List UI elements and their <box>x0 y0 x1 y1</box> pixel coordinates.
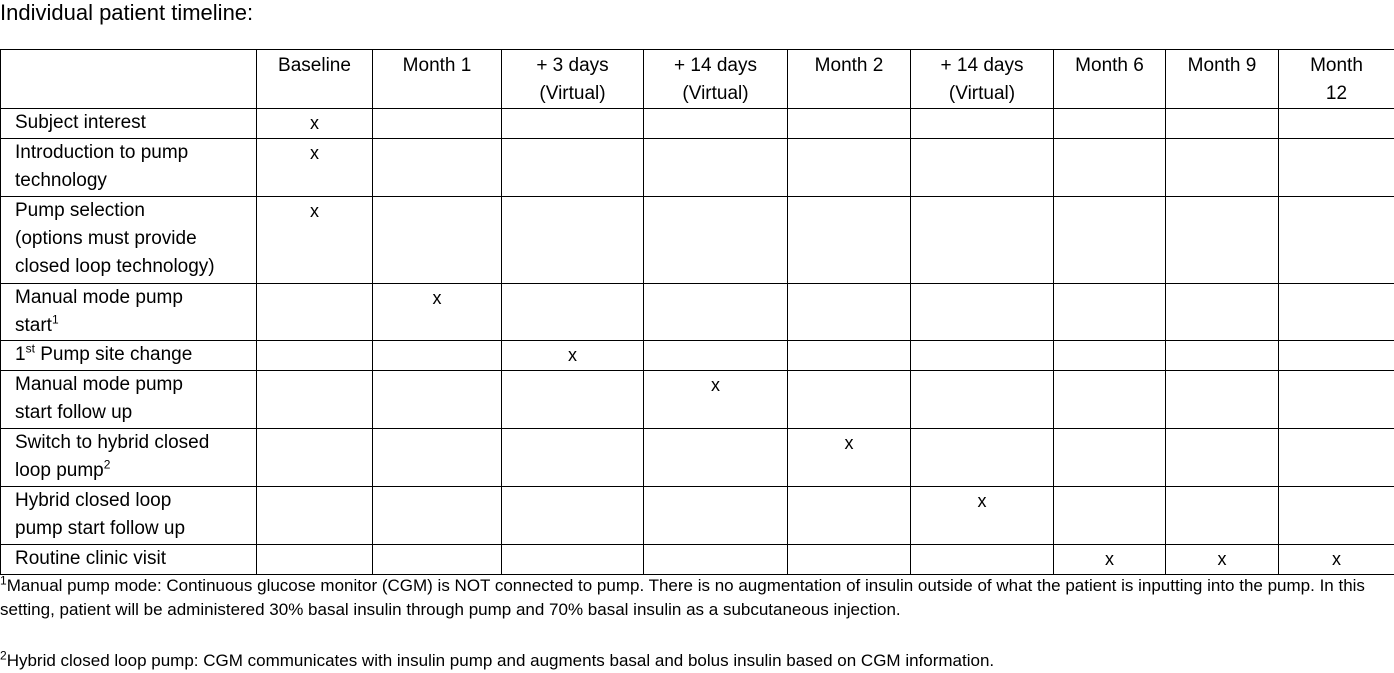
empty-cell <box>1166 371 1279 429</box>
mark-cell <box>788 429 911 487</box>
empty-cell <box>502 487 644 545</box>
mark-cell <box>1054 545 1166 575</box>
empty-cell <box>1054 139 1166 197</box>
visit-mark: x <box>310 143 319 163</box>
empty-cell <box>1279 487 1394 545</box>
empty-cell <box>911 284 1054 341</box>
empty-cell <box>1054 341 1166 371</box>
empty-cell <box>257 545 373 575</box>
empty-cell <box>644 545 788 575</box>
empty-cell <box>788 197 911 284</box>
empty-cell <box>1054 109 1166 139</box>
column-header: Month 2 <box>788 50 911 109</box>
empty-cell <box>1279 429 1394 487</box>
mark-cell <box>911 487 1054 545</box>
page-title: Individual patient timeline: <box>0 0 253 26</box>
column-header: Month 6 <box>1054 50 1166 109</box>
empty-cell <box>257 429 373 487</box>
empty-cell <box>502 371 644 429</box>
empty-cell <box>1166 429 1279 487</box>
mark-cell <box>1166 545 1279 575</box>
visit-mark: x <box>845 433 854 453</box>
mark-cell <box>1279 545 1394 575</box>
footnote-number: 2 <box>0 648 7 662</box>
table-row <box>1 139 1394 197</box>
row-label: Manual mode pump start$^1$ <box>1 284 257 341</box>
empty-cell <box>788 371 911 429</box>
mark-cell <box>257 197 373 284</box>
table-row <box>1 429 1394 487</box>
empty-cell <box>373 487 502 545</box>
row-label: Introduction to pump technology <box>1 139 257 197</box>
table-row <box>1 341 1394 371</box>
column-header: + 14 days (Virtual) <box>911 50 1054 109</box>
empty-cell <box>373 341 502 371</box>
row-label: Pump selection (options must provide closed loop technology) <box>1 197 257 284</box>
empty-cell <box>788 139 911 197</box>
empty-cell <box>1166 109 1279 139</box>
column-header: Month 9 <box>1166 50 1279 109</box>
empty-cell <box>644 197 788 284</box>
mark-cell <box>257 109 373 139</box>
empty-cell <box>911 139 1054 197</box>
footnote-number: 1 <box>0 573 7 587</box>
empty-cell <box>911 109 1054 139</box>
empty-cell <box>1054 429 1166 487</box>
empty-cell <box>502 109 644 139</box>
visit-mark: x <box>1105 549 1114 569</box>
empty-cell <box>644 487 788 545</box>
header-row <box>1 50 1394 109</box>
visit-mark: x <box>1332 549 1341 569</box>
table-row <box>1 284 1394 341</box>
table-row <box>1 109 1394 139</box>
empty-cell <box>1054 284 1166 341</box>
table-row <box>1 371 1394 429</box>
empty-cell <box>911 197 1054 284</box>
empty-cell <box>644 429 788 487</box>
empty-cell <box>1054 487 1166 545</box>
empty-cell <box>1279 371 1394 429</box>
empty-cell <box>788 545 911 575</box>
empty-cell <box>373 545 502 575</box>
visit-mark: x <box>310 113 319 133</box>
empty-cell <box>373 197 502 284</box>
empty-cell <box>1166 284 1279 341</box>
footnote-ref: 2 <box>104 458 111 472</box>
visit-mark: x <box>711 375 720 395</box>
empty-cell <box>788 341 911 371</box>
empty-cell <box>373 429 502 487</box>
column-header: Month 1 <box>373 50 502 109</box>
empty-cell <box>257 284 373 341</box>
row-label: Switch to hybrid closed loop pump$^2$ <box>1 429 257 487</box>
column-header: Month 12 <box>1279 50 1394 109</box>
empty-cell <box>788 284 911 341</box>
empty-cell <box>1166 487 1279 545</box>
empty-cell <box>1279 139 1394 197</box>
empty-cell <box>502 284 644 341</box>
footnote-text: Hybrid closed loop pump: CGM communicates with insulin pump and augments basal and bolus insulin based on CGM information. <box>7 651 994 670</box>
empty-cell <box>373 109 502 139</box>
empty-cell <box>644 139 788 197</box>
mark-cell <box>644 371 788 429</box>
empty-cell <box>257 371 373 429</box>
empty-cell <box>788 487 911 545</box>
visit-mark: x <box>1218 549 1227 569</box>
row-label: Routine clinic visit <box>1 545 257 575</box>
empty-cell <box>1279 341 1394 371</box>
mark-cell <box>502 341 644 371</box>
mark-cell <box>257 139 373 197</box>
table-row <box>1 545 1394 575</box>
empty-cell <box>1279 284 1394 341</box>
empty-cell <box>1054 197 1166 284</box>
header-corner-cell <box>1 50 257 109</box>
empty-cell <box>911 429 1054 487</box>
column-header: Baseline <box>257 50 373 109</box>
empty-cell <box>1279 197 1394 284</box>
empty-cell <box>502 429 644 487</box>
row-label: 1st Pump site change <box>1 341 257 371</box>
empty-cell <box>1166 139 1279 197</box>
empty-cell <box>1166 197 1279 284</box>
footnote-2 <box>0 649 1394 673</box>
empty-cell <box>644 109 788 139</box>
visit-mark: x <box>310 201 319 221</box>
mark-cell <box>373 284 502 341</box>
empty-cell <box>373 371 502 429</box>
column-header: + 3 days (Virtual) <box>502 50 644 109</box>
column-header: + 14 days (Virtual) <box>644 50 788 109</box>
empty-cell <box>644 341 788 371</box>
visit-mark: x <box>978 491 987 511</box>
empty-cell <box>502 197 644 284</box>
empty-cell <box>644 284 788 341</box>
empty-cell <box>502 139 644 197</box>
table-row <box>1 487 1394 545</box>
visit-mark: x <box>568 345 577 365</box>
empty-cell <box>502 545 644 575</box>
row-label: Hybrid closed loop pump start follow up <box>1 487 257 545</box>
empty-cell <box>1054 371 1166 429</box>
row-label: Subject interest <box>1 109 257 139</box>
row-label: Manual mode pump start follow up <box>1 371 257 429</box>
empty-cell <box>911 371 1054 429</box>
empty-cell <box>788 109 911 139</box>
footnote-ref: 1 <box>52 313 59 327</box>
empty-cell <box>911 545 1054 575</box>
empty-cell <box>257 487 373 545</box>
empty-cell <box>257 341 373 371</box>
footnote-1 <box>0 574 1394 622</box>
empty-cell <box>1279 109 1394 139</box>
patient-timeline-table <box>0 49 1394 575</box>
empty-cell <box>911 341 1054 371</box>
table-row <box>1 197 1394 284</box>
empty-cell <box>373 139 502 197</box>
footnote-text: Manual pump mode: Continuous glucose monitor (CGM) is NOT connected to pump. There is no augmentation of insulin outside of what the patient is inputting into the pump. In this setting, patient will be administered 30% basal insulin through pump and 70% basal insulin as a subcutaneous injection. <box>0 576 1365 619</box>
empty-cell <box>1166 341 1279 371</box>
visit-mark: x <box>433 288 442 308</box>
